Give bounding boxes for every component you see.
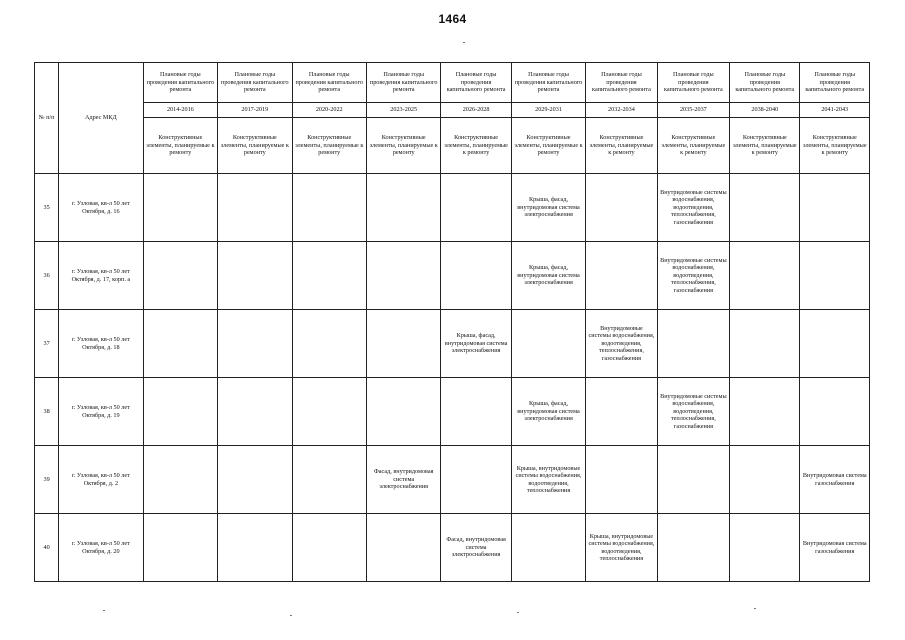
table-body	[35, 174, 870, 582]
repair-elements-cell: Крыша, внутридомовые системы водоснабжения, водоотведения, теплоснабжения	[511, 446, 585, 514]
header-period-kind: Конструктивные элементы, планируемые к ремонту	[800, 118, 870, 174]
header-period-years: 2023-2025	[366, 103, 440, 118]
table-row	[35, 378, 870, 446]
header-period-title: Плановые годы проведения капитального ремонта	[730, 63, 800, 103]
repair-elements-cell	[366, 174, 440, 242]
repair-elements-cell	[292, 242, 366, 310]
header-period-years: 2020-2022	[292, 103, 366, 118]
header-period-title: Плановые годы проведения капитального ремонта	[143, 63, 217, 103]
table-row	[35, 310, 870, 378]
header-period-kind: Конструктивные элементы, планируемые к ремонту	[730, 118, 800, 174]
header-period-title: Плановые годы проведения капитального ремонта	[292, 63, 366, 103]
row-number: 37	[35, 310, 59, 378]
repair-elements-cell	[730, 378, 800, 446]
row-number: 38	[35, 378, 59, 446]
repair-elements-cell	[218, 242, 292, 310]
repair-elements-cell	[441, 378, 511, 446]
repair-elements-cell	[800, 310, 870, 378]
row-number: 35	[35, 174, 59, 242]
repair-elements-cell	[800, 378, 870, 446]
header-period-title: Плановые годы проведения капитального ремонта	[800, 63, 870, 103]
header-period-title: Плановые годы проведения капитального ремонта	[511, 63, 585, 103]
repair-elements-cell: Крыша, фасад, внутридомовая система электроснабжения	[441, 310, 511, 378]
header-period-kind: Конструктивные элементы, планируемые к ремонту	[586, 118, 657, 174]
header-period-title: Плановые годы проведения капитального ремонта	[657, 63, 729, 103]
table-header	[35, 63, 870, 174]
repair-elements-cell	[730, 514, 800, 582]
row-address: г. Узловая, кв-л 50 лет Октября, д. 18	[59, 310, 144, 378]
repair-elements-cell	[441, 174, 511, 242]
header-period-years: 2038-2040	[730, 103, 800, 118]
repair-elements-cell	[657, 446, 729, 514]
header-period-kind: Конструктивные элементы, планируемые к ремонту	[441, 118, 511, 174]
table-row	[35, 242, 870, 310]
repair-elements-cell	[218, 310, 292, 378]
repair-elements-cell	[218, 174, 292, 242]
repair-elements-cell: Крыша, фасад, внутридомовая система электроснабжения	[511, 378, 585, 446]
repair-elements-cell: Внутридомовые системы водоснабжения, водоотведения, теплоснабжения, газоснабжения	[657, 378, 729, 446]
repair-elements-cell	[143, 174, 217, 242]
repair-elements-cell	[511, 514, 585, 582]
row-address: г. Узловая, кв-л 50 лет Октября, д. 2	[59, 446, 144, 514]
header-period-kind: Конструктивные элементы, планируемые к ремонту	[292, 118, 366, 174]
header-num: № п/п	[35, 63, 59, 174]
repair-elements-cell	[143, 514, 217, 582]
row-address: г. Узловая, кв-л 50 лет Октября, д. 19	[59, 378, 144, 446]
scan-speck	[463, 42, 465, 43]
repair-elements-cell	[586, 446, 657, 514]
scan-speck	[290, 615, 292, 616]
page-number: 1464	[438, 12, 467, 26]
repair-elements-cell: Внутридомовые системы водоснабжения, водоотведения, теплоснабжения, газоснабжения	[657, 242, 729, 310]
header-period-kind: Конструктивные элементы, планируемые к ремонту	[366, 118, 440, 174]
repair-elements-cell	[730, 242, 800, 310]
header-period-title: Плановые годы проведения капитального ремонта	[218, 63, 292, 103]
repair-elements-cell	[218, 514, 292, 582]
header-period-kind: Конструктивные элементы, планируемые к ремонту	[657, 118, 729, 174]
repair-elements-cell: Внутридомовые системы водоснабжения, водоотведения, теплоснабжения, газоснабжения	[586, 310, 657, 378]
row-address: г. Узловая, кв-л 50 лет Октября, д. 20	[59, 514, 144, 582]
repair-elements-cell: Внутридомовые системы водоснабжения, водоотведения, теплоснабжения, газоснабжения	[657, 174, 729, 242]
table-row	[35, 514, 870, 582]
repair-elements-cell	[586, 242, 657, 310]
header-period-kind: Конструктивные элементы, планируемые к ремонту	[511, 118, 585, 174]
header-period-years: 2026-2028	[441, 103, 511, 118]
repair-elements-cell: Фасад, внутридомовая система электроснабжения	[441, 514, 511, 582]
repair-elements-cell	[800, 174, 870, 242]
repair-elements-cell	[292, 446, 366, 514]
repair-elements-cell: Фасад, внутридомовая система электроснабжения	[366, 446, 440, 514]
repair-elements-cell: Внутридомовая система газоснабжения	[800, 514, 870, 582]
repair-elements-cell	[143, 242, 217, 310]
row-number: 39	[35, 446, 59, 514]
header-period-kind: Конструктивные элементы, планируемые к ремонту	[218, 118, 292, 174]
repair-elements-cell	[366, 310, 440, 378]
row-address: г. Узловая, кв-л 50 лет Октября, д. 17, корп. а	[59, 242, 144, 310]
repair-elements-cell	[586, 378, 657, 446]
repair-elements-cell	[366, 378, 440, 446]
header-period-title: Плановые годы проведения капитального ремонта	[586, 63, 657, 103]
repair-elements-cell	[143, 310, 217, 378]
repair-elements-cell	[292, 174, 366, 242]
row-number: 36	[35, 242, 59, 310]
scan-speck	[754, 608, 756, 609]
scan-speck	[517, 612, 519, 613]
repair-elements-cell	[292, 514, 366, 582]
repair-elements-cell	[730, 174, 800, 242]
row-number: 40	[35, 514, 59, 582]
table-row	[35, 174, 870, 242]
repair-elements-cell	[800, 242, 870, 310]
header-period-title: Плановые годы проведения капитального ремонта	[366, 63, 440, 103]
repair-elements-cell	[143, 446, 217, 514]
repair-elements-cell	[511, 310, 585, 378]
header-period-years: 2014-2016	[143, 103, 217, 118]
header-period-years: 2029-2031	[511, 103, 585, 118]
header-period-years: 2032-2034	[586, 103, 657, 118]
row-address: г. Узловая, кв-л 50 лет Октября, д. 16	[59, 174, 144, 242]
repair-elements-cell	[730, 446, 800, 514]
repair-elements-cell	[292, 310, 366, 378]
repair-elements-cell	[366, 242, 440, 310]
table-row	[35, 446, 870, 514]
header-period-years: 2035-2037	[657, 103, 729, 118]
header-row-years	[35, 103, 870, 118]
header-address: Адрес МКД	[59, 63, 144, 174]
repair-elements-cell: Крыша, фасад, внутридомовая система электроснабжения	[511, 242, 585, 310]
repair-elements-cell: Крыша, внутридомовые системы водоснабжения, водоотведения, теплоснабжения	[586, 514, 657, 582]
header-period-years: 2017-2019	[218, 103, 292, 118]
header-period-years: 2041-2043	[800, 103, 870, 118]
header-period-kind: Конструктивные элементы, планируемые к ремонту	[143, 118, 217, 174]
repair-elements-cell	[586, 174, 657, 242]
repair-elements-cell	[657, 514, 729, 582]
repair-elements-cell	[730, 310, 800, 378]
capital-repair-plan-table	[34, 62, 870, 582]
repair-elements-cell	[143, 378, 217, 446]
repair-elements-cell	[657, 310, 729, 378]
header-period-title: Плановые годы проведения капитального ремонта	[441, 63, 511, 103]
repair-elements-cell	[441, 242, 511, 310]
repair-elements-cell	[218, 378, 292, 446]
repair-elements-cell	[292, 378, 366, 446]
repair-elements-cell	[218, 446, 292, 514]
repair-elements-cell: Внутридомовая система газоснабжения	[800, 446, 870, 514]
repair-elements-cell	[441, 446, 511, 514]
header-row-period	[35, 63, 870, 103]
repair-elements-cell	[366, 514, 440, 582]
scan-speck	[103, 610, 105, 611]
header-row-kind	[35, 118, 870, 174]
repair-elements-cell: Крыша, фасад, внутридомовая система электроснабжения	[511, 174, 585, 242]
